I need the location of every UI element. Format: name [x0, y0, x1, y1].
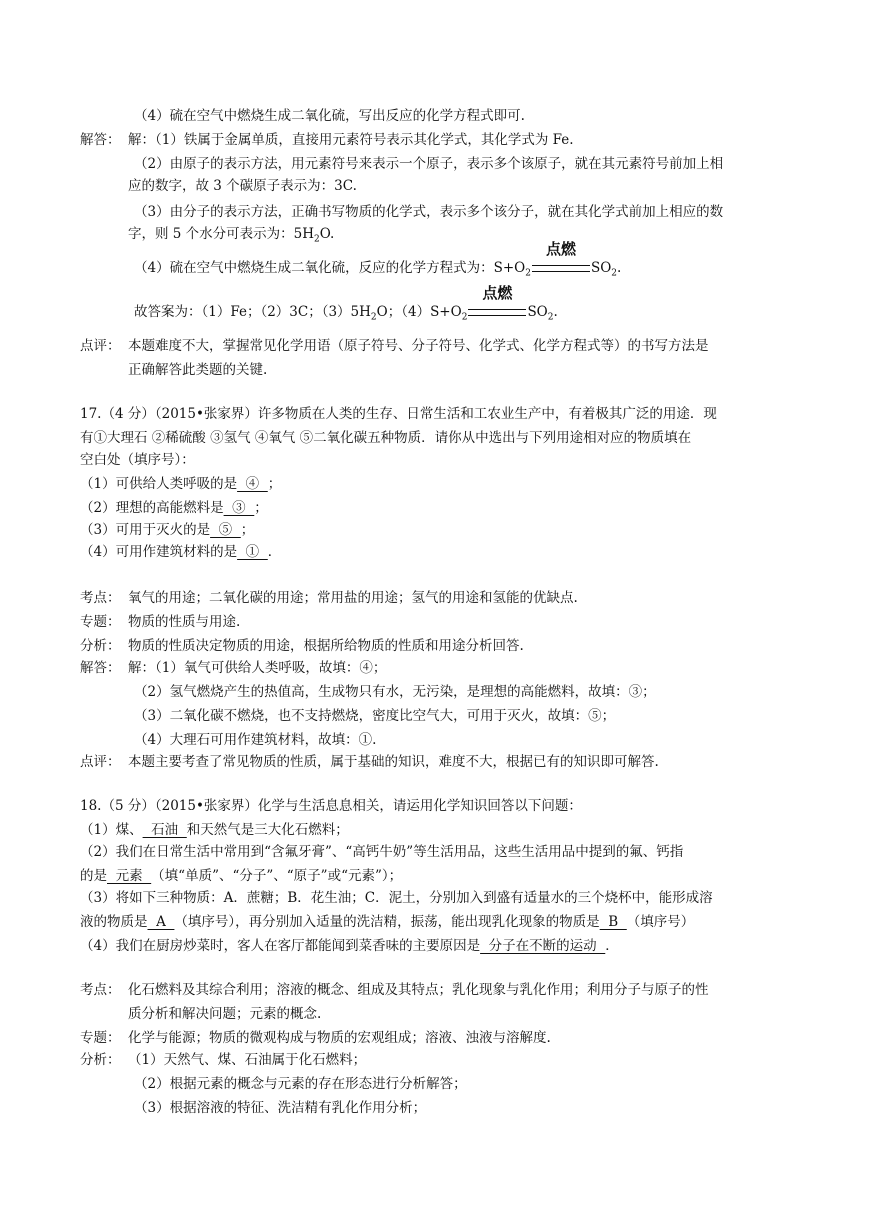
q18-line-4: （4）我们在厨房炒菜时，客人在客厅都能闻到菜香味的主要原因是 分子在不断的运动 ． — [80, 938, 619, 954]
q16-answer-3a: （3）由分子的表示方法，正确书写物质的化学式，表示多个该分子，就在其化学式前加上相应的数 — [134, 204, 724, 220]
answer-blank[interactable]: ③ — [223, 500, 255, 516]
q18-line-3b: 液的物质是 A （填序号），再分别加入适量的洗洁精，振荡，能出现乳化现象的物质是 B （填序号） — [80, 914, 695, 930]
q16-analysis-4: （4）硫在空气中燃烧生成二氧化硫，写出反应的化学方程式即可. — [134, 108, 525, 124]
q16-comment-2: 正确解答此类题的关键. — [128, 362, 268, 378]
q16-answer-4: （4）硫在空气中燃烧生成二氧化硫，反应的化学方程式为：$S+O_2$ 点燃 $SO_2$. — [134, 240, 622, 279]
q17-item-4: （4）可用作建筑材料的是 ① ． — [80, 544, 282, 560]
q16-comment-label: 点评： — [80, 338, 121, 354]
q18-fenxi-1: （1）天然气、煤、石油属于化石燃料； — [128, 1052, 367, 1068]
q17-fenxi-label: 分析： — [80, 638, 121, 654]
q17-answer-1: 解：（1）氧气可供给人类呼吸，故填：④； — [128, 660, 387, 676]
q16-answer-3b: 字，则 5 个水分可表示为：$5H_2O$. — [128, 226, 335, 245]
answer-blank[interactable]: ① — [237, 544, 268, 560]
q17-stem-1: 17.（4 分）（2015•张家界）许多物质在人类的生存、日常生活和工农业生产中，有着极其广泛的用途．现 — [80, 406, 717, 422]
reaction-arrow: 点燃 — [467, 302, 527, 322]
q17-comment-label: 点评： — [80, 754, 121, 770]
answer-blank[interactable]: 元素 — [107, 868, 152, 884]
q17-item-1: （1）可供给人类呼吸的是 ④ ； — [80, 476, 282, 492]
answer-blank[interactable]: 分子在不断的运动 — [480, 938, 606, 954]
answer-blank[interactable]: 石油 — [142, 822, 187, 838]
answer-blank[interactable]: ④ — [237, 476, 268, 492]
q18-zhuanti: 化学与能源；物质的微观构成与物质的宏观组成；溶液、浊液与溶解度. — [128, 1030, 551, 1046]
q17-answer-label: 解答： — [80, 660, 121, 676]
q17-comment: 本题主要考查了常见物质的性质，属于基础的知识，难度不大，根据已有的知识即可解答. — [128, 754, 659, 770]
q17-stem-3: 空白处（填序号）： — [80, 452, 195, 468]
q17-answer-3: （3）二氧化碳不燃烧，也不支持燃烧，密度比空气大，可用于灭火，故填：⑤； — [134, 708, 616, 724]
q18-line-2b: 的是 元素 （填“单质”、“分子”、“原子”或“元素”）； — [80, 868, 403, 884]
answer-blank[interactable]: B — [599, 914, 627, 930]
q18-kaodian-label: 考点： — [80, 982, 121, 998]
q17-stem-2: 有①大理石 ②稀硫酸 ③氢气 ④氧气 ⑤二氧化碳五种物质．请你从中选出与下列用途相对应的物质填在 — [80, 430, 692, 446]
q17-zhuanti-label: 专题： — [80, 614, 121, 630]
q18-kaodian-2: 质分析和解决问题；元素的概念. — [128, 1006, 322, 1022]
q16-answer-1: 解：（1）铁属于金属单质，直接用元素符号表示其化学式，其化学式为 Fe. — [128, 132, 574, 148]
q17-kaodian-label: 考点： — [80, 590, 121, 606]
reaction-arrow: 点燃 — [531, 258, 591, 278]
q16-comment-1: 本题难度不大，掌握常见化学用语（原子符号、分子符号、化学式、化学方程式等）的书写方法是 — [128, 338, 709, 354]
q17-item-2: （2）理想的高能燃料是 ③ ； — [80, 500, 268, 516]
q17-fenxi: 物质的性质决定物质的用途，根据所给物质的性质和用途分析回答. — [128, 638, 524, 654]
q16-answer-label: 解答： — [80, 132, 121, 148]
q18-fenxi-3: （3）根据溶液的特征、洗洁精有乳化作用分析； — [134, 1100, 427, 1116]
q18-kaodian-1: 化石燃料及其综合利用；溶液的概念、组成及其特点；乳化现象与乳化作用；利用分子与原子的性 — [128, 982, 709, 998]
q18-stem: 18.（5 分）（2015•张家界）化学与生活息息相关，请运用化学知识回答以下问题： — [80, 798, 582, 814]
q17-kaodian: 氧气的用途；二氧化碳的用途；常用盐的用途；氢气的用途和氢能的优缺点. — [128, 590, 578, 606]
q18-zhuanti-label: 专题： — [80, 1030, 121, 1046]
q18-line-2a: （2）我们在日常生活中常用到“含氟牙膏”、“高钙牛奶”等生活用品，这些生活用品中提到的氟、钙指 — [80, 844, 684, 860]
answer-blank[interactable]: ⑤ — [210, 522, 241, 538]
q17-answer-2: （2）氢气燃烧产生的热值高，生成物只有水，无污染，是理想的高能燃料，故填：③； — [134, 684, 656, 700]
q16-answer-2b: 应的数字，故 3 个碳原子表示为：3C. — [128, 178, 357, 194]
q18-fenxi-2: （2）根据元素的概念与元素的存在形态进行分析解答； — [134, 1076, 467, 1092]
q17-zhuanti: 物质的性质与用途. — [128, 614, 241, 630]
q17-item-3: （3）可用于灭火的是 ⑤ ； — [80, 522, 255, 538]
q18-line-1: （1）煤、 石油 和天然气是三大化石燃料； — [80, 822, 349, 838]
q18-fenxi-label: 分析： — [80, 1052, 121, 1068]
q16-answer-2a: （2）由原子的表示方法，用元素符号来表示一个原子，表示多个该原子，就在其元素符号前加上相 — [134, 156, 724, 172]
q18-line-3a: （3）将如下三种物质：A．蔗糖；B．花生油；C．泥土，分别加入到盛有适量水的三个烧杯中，能形成溶 — [80, 890, 713, 906]
answer-blank[interactable]: A — [147, 914, 175, 930]
q17-answer-4: （4）大理石可用作建筑材料，故填：①. — [134, 732, 377, 748]
q16-final-answer: 故答案为：（1）Fe；（2）3C；$(3)5H_2O$；$(4)S+O_2$ 点燃 $SO_2$. — [134, 284, 558, 323]
